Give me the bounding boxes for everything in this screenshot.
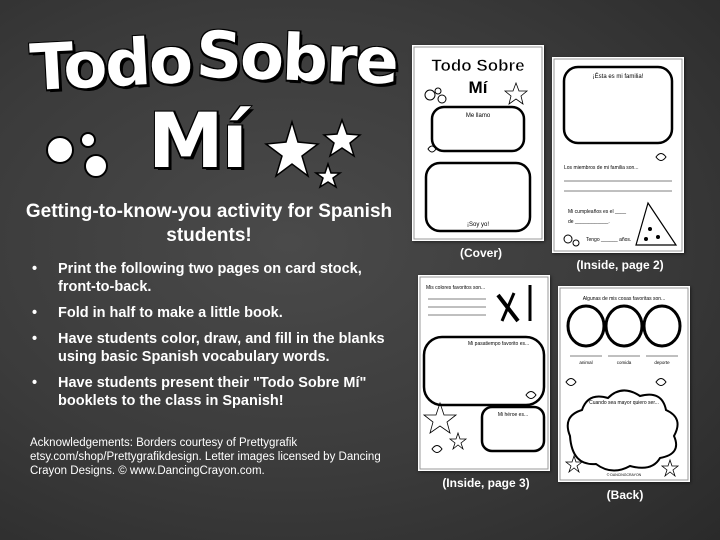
inside-page-3-art <box>418 275 550 471</box>
back-footer: © DANCINGCRAYON <box>606 473 642 477</box>
instruction-list <box>32 260 402 418</box>
acknowledgements: Acknowledgements: Borders courtesy of Prettygrafik etsy.com/shop/Prettygrafikdesign. Letter images licensed by Dancing Crayon Designs. © www.DancingCrayon.com. <box>30 437 381 477</box>
stars-decoration <box>262 112 372 194</box>
inside-page-2-preview <box>552 57 684 253</box>
cover-title-line2: Mí <box>468 78 488 97</box>
fav-col-sport: deporte <box>654 360 670 365</box>
bullet-marker: • <box>32 261 38 277</box>
instruction-item: • Have students color, draw, and fill in the blanks using basic Spanish vocabulary words. <box>32 331 385 365</box>
cover-page-preview <box>412 45 544 241</box>
back-page-preview <box>558 286 690 482</box>
instruction-item: • Print the following two pages on card stock, front-to-back. <box>32 261 362 295</box>
age-line: Tengo ______ años. <box>586 237 632 243</box>
instruction-item: • Have students present their "Todo Sobre Mí" booklets to the class in Spanish! <box>32 375 367 409</box>
inside-page-3-caption: (Inside, page 3) <box>442 476 530 490</box>
bullet-marker: • <box>32 375 38 391</box>
instruction-item: • Fold in half to make a little book. <box>32 305 283 321</box>
colors-label: Mis colores favoritos son... <box>426 285 486 291</box>
title-word-todo: Todo <box>28 23 193 107</box>
back-page-art <box>558 286 690 482</box>
hero-label: Mi héroe es... <box>497 412 529 418</box>
family-members-line: Los miembros de mi familia son... <box>564 165 639 171</box>
cover-frame2-label: ¡Soy yo! <box>466 222 490 228</box>
fav-col-food: comida <box>616 360 632 365</box>
subtitle: Getting-to-know-you activity for Spanish students! <box>25 201 393 246</box>
circles-decoration <box>44 126 114 182</box>
birthday-line: Mi cumpleaños es el ____ <box>568 209 627 215</box>
cover-title-line1: Todo Sobre <box>431 56 525 75</box>
inside-page-3-preview <box>418 275 550 471</box>
cover-caption: (Cover) <box>459 246 502 260</box>
family-frame-label: ¡Ésta es mi familia! <box>592 74 644 80</box>
bullet-marker: • <box>32 331 38 347</box>
title-word-sobre: Sobre <box>194 18 399 100</box>
title-word-mi: Mí <box>148 96 246 185</box>
cloud-label: Cuando sea mayor quiero ser... <box>589 400 659 406</box>
pastime-label: Mi pasatiempo favorito es... <box>468 341 530 347</box>
cover-frame1-label: Me llamo <box>465 113 491 119</box>
inside-page-2-art <box>552 57 684 253</box>
favorites-header: Algunas de mis cosas favoritas son... <box>582 296 666 302</box>
inside-page-2-caption: (Inside, page 2) <box>576 258 664 272</box>
birthday-month-line: de ____________. <box>568 219 610 225</box>
fav-col-animal: animal <box>579 360 593 365</box>
back-caption: (Back) <box>606 488 644 502</box>
cover-page-art <box>412 45 544 241</box>
bullet-marker: • <box>32 305 38 321</box>
